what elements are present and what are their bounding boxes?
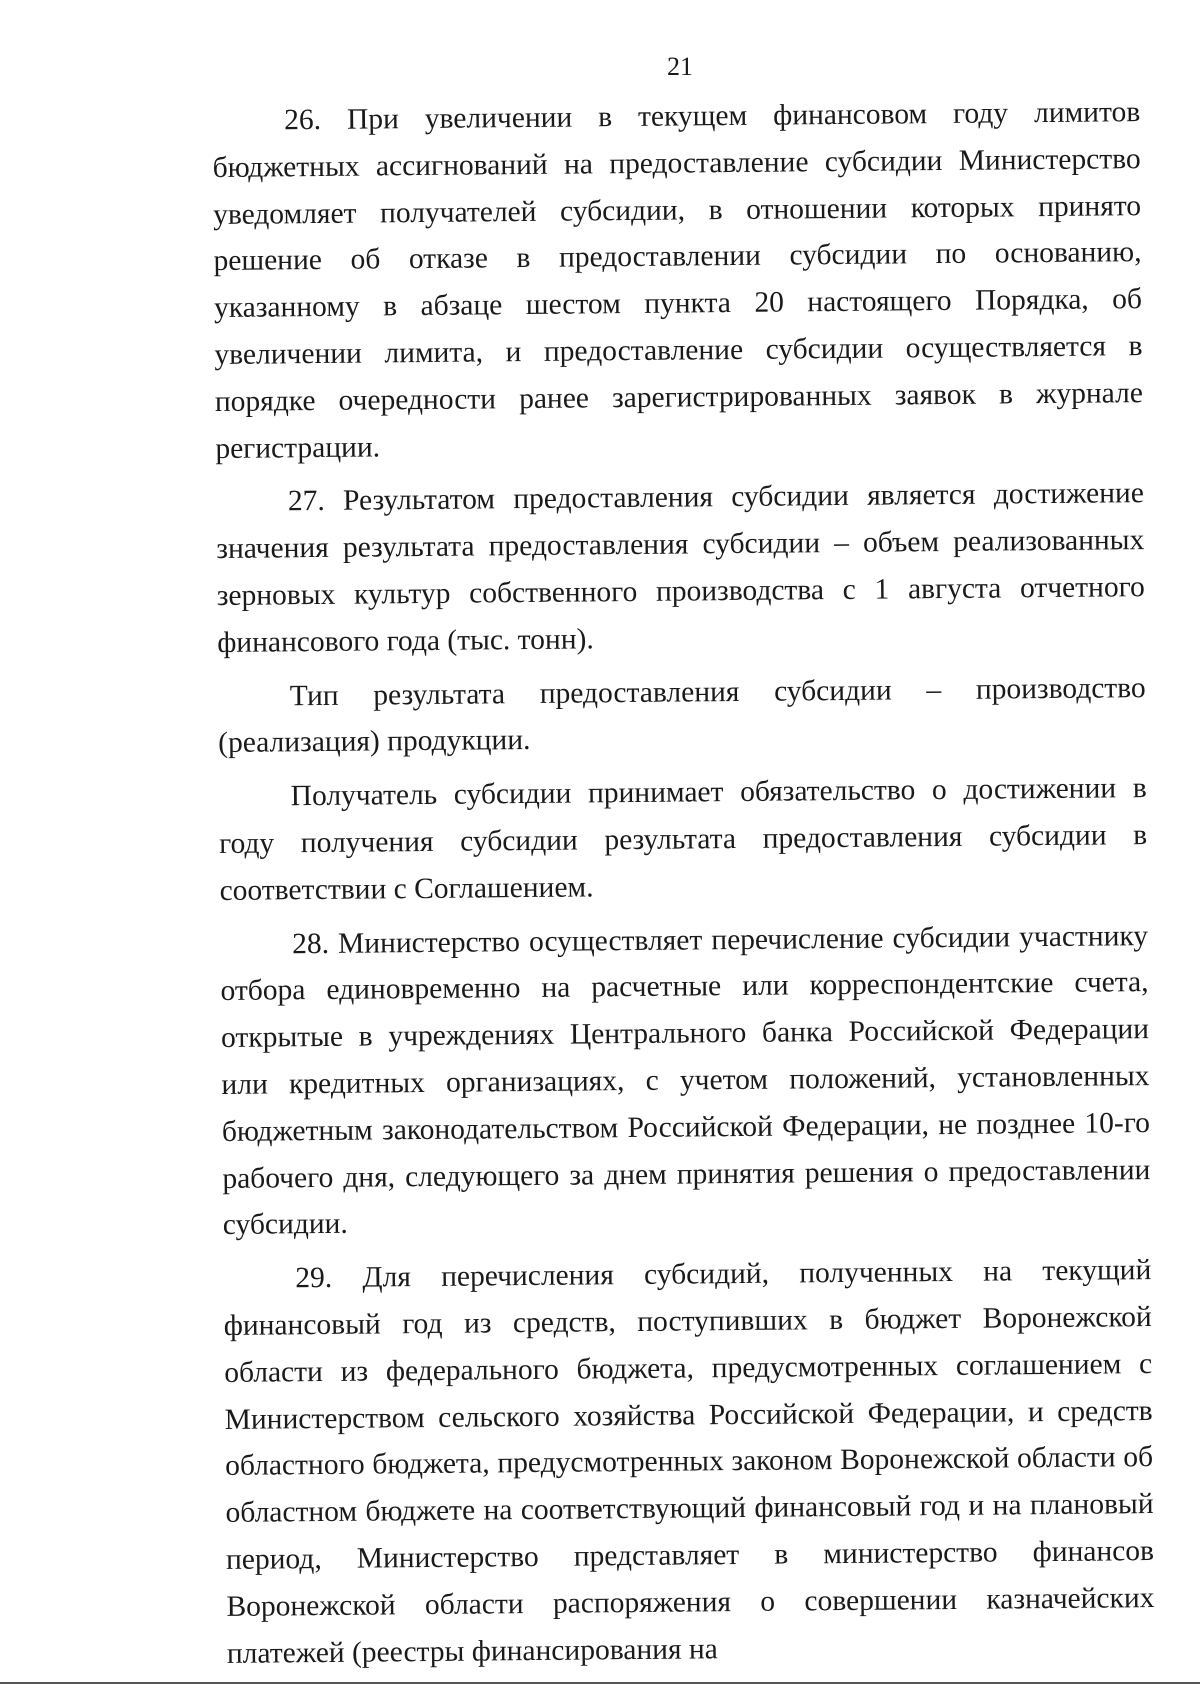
paragraph-result-type: Тип результата предоставления субсидии – производство (реализация) продукции.	[218, 671, 1146, 760]
paragraph-27: 27. Результатом предоставления субсидии является достижение значения результата предоставления субсидии – объем реализованных зерновых культур собственного производства с 1 августа отчетного финансового года (тыс. тонн).	[216, 477, 1145, 659]
paragraph-28: 28. Министерство осуществляет перечисление субсидии участнику отбора единовременно на расчетные или корреспондентские счета, открытые в учреждениях Центрального банка Российской Федерации или кредитных организациях, с учетом положений, установленных бюджетным законодательством Российской Федерации, не позднее 10-го рабочего дня, следующего за днем принятия решения о предоставлении субсидии.	[220, 919, 1151, 1242]
document-body	[212, 89, 1155, 1677]
page-bottom-rule	[0, 1682, 1200, 1684]
paragraph-26: 26. При увеличении в текущем финансовом году лимитов бюджетных ассигнований на предоставление субсидии Министерство уведомляет получателей субсидии, в отношении которых принято решение об отказе в предоставлении субсидии по основанию, указанному в абзаце шестом пункта 20 настоящего Порядка, об увеличении лимита, и предоставление субсидии осуществляется в порядке очередности ранее зарегистрированных заявок в журнале регистрации.	[212, 96, 1144, 465]
page-number: 21	[667, 52, 693, 81]
paragraph-29: 29. Для перечисления субсидий, полученных на текущий финансовый год из средств, поступивших в бюджет Воронежской области из федерального бюджета, предусмотренных соглашением с Министерством сельского хозяйства Российской Федерации, и средств областного бюджета, предусмотренных законом Воронежской области об областном бюджете на соответствующий финансовый год и на плановый период, Министерство представляет в министерство финансов Воронежской области распоряжения о совершении казначейских платежей (реестры финансирования на	[223, 1254, 1155, 1670]
paragraph-obligation: Получатель субсидии принимает обязательство о достижении в году получения субсидии результата предоставления субсидии в соответствии с Соглашением.	[219, 772, 1148, 907]
